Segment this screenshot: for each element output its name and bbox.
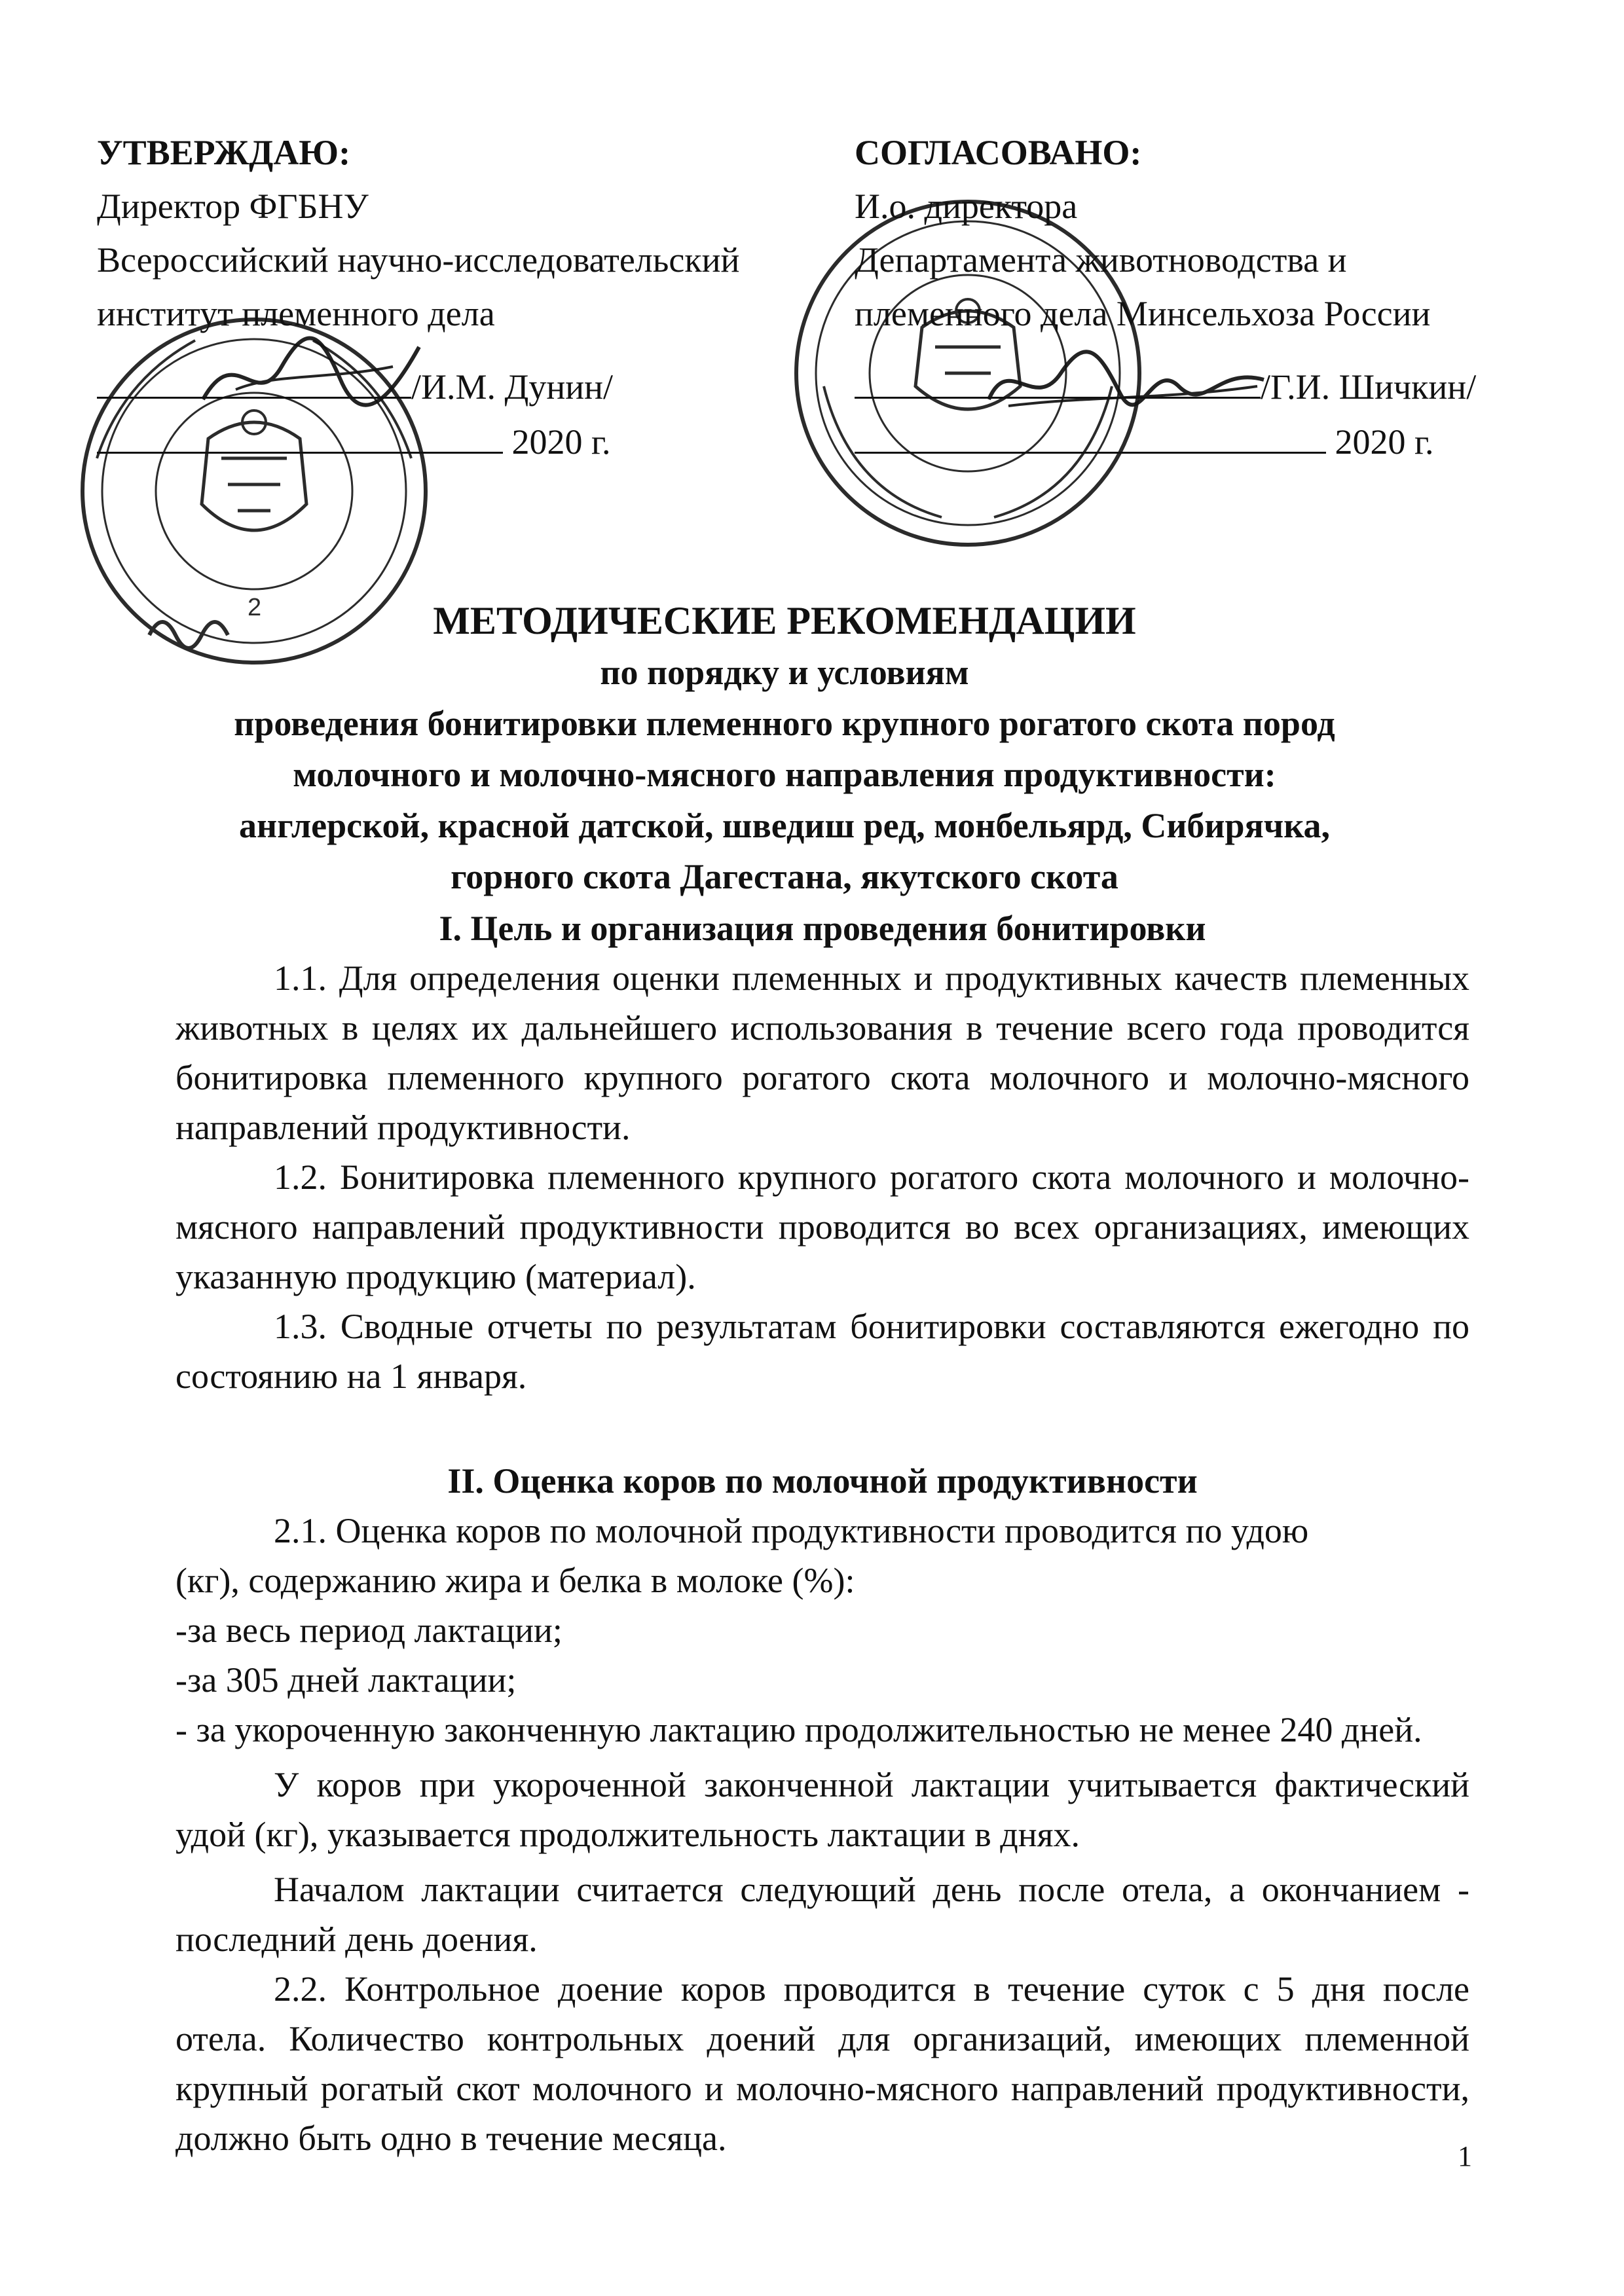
title-line5: англерской, красной датской, шведиш ред, монбельярд, Сибирячка, — [238, 806, 1331, 845]
approval-org-line1: Всероссийский научно-исследовательский — [97, 240, 740, 280]
approval-signature-name: /И.М. Дунин/ — [411, 367, 614, 407]
section2-heading: II. Оценка коров по молочной продуктивности — [447, 1461, 1198, 1501]
paragraph-lactation-start: Началом лактации считается следующий день после отела, а окончанием - последний день доения. — [175, 1870, 1469, 1959]
approval-org-line2: институт племенного дела — [97, 294, 495, 333]
document-title — [97, 594, 1472, 902]
left-seal-number: 2 — [248, 594, 262, 621]
paragraph-2-1b: (кг), содержанию жира и белка в молоке (%): — [175, 1561, 855, 1600]
agreement-org-line1: Департамента животноводства и — [855, 240, 1347, 280]
title-line3: проведения бонитировки племенного крупного рогатого скота пород — [234, 704, 1335, 743]
title-line4: молочного и молочно-мясного направления продуктивности: — [293, 755, 1276, 794]
agreement-date-row — [855, 422, 1434, 462]
agreement-block — [855, 126, 1509, 340]
approval-date-row — [97, 422, 611, 462]
list-item-1: -за весь период лактации; — [175, 1611, 563, 1650]
document-body — [175, 903, 1469, 2163]
agreement-signature-name: /Г.И. Шичкин/ — [1261, 367, 1477, 407]
section1-heading: I. Цель и организация проведения бонитировки — [439, 909, 1206, 948]
paragraph-2-1a: 2.1. Оценка коров по молочной продуктивности проводится по удою — [274, 1511, 1309, 1550]
agreement-org-line2: племенного дела Минсельхоза России — [855, 294, 1431, 333]
title-line2: по порядку и условиям — [600, 653, 969, 692]
list-item-2: -за 305 дней лактации; — [175, 1660, 517, 1700]
paragraph-1-1: 1.1. Для определения оценки племенных и продуктивных качеств племенных животных в целях их дальнейшего использования в течение всего года проводится бонитировка племенного крупного рогатого скота молочного и молочно-мясного направлений продуктивности. — [175, 958, 1469, 1147]
agreement-heading: СОГЛАСОВАНО: — [855, 133, 1142, 172]
title-main: МЕТОДИЧЕСКИЕ РЕКОМЕНДАЦИИ — [433, 599, 1136, 642]
approval-block — [97, 126, 817, 340]
paragraph-1-2: 1.2. Бонитировка племенного крупного рогатого скота молочного и молочно-мясного направлений продуктивности проводится во всех организациях, имеющих указанную продукцию (материал). — [175, 1157, 1469, 1296]
agreement-position: И.о. директора — [855, 187, 1078, 226]
approval-date: 2020 г. — [511, 422, 611, 462]
agreement-date: 2020 г. — [1335, 422, 1434, 462]
agreement-signature-row — [855, 367, 1476, 407]
approval-position: Директор ФГБНУ — [97, 187, 369, 226]
list-item-3: - за укороченную законченную лактацию продолжительностью не менее 240 дней. — [175, 1710, 1422, 1749]
paragraph-2-2: 2.2. Контрольное доение коров проводится в течение суток с 5 дня после отела. Количество контрольных доений для организаций, имеющих племенной крупный рогатый скот молочного и молочно-мясного направлений продуктивности, должно быть одно в течение месяца. — [175, 1969, 1469, 2158]
page-number: 1 — [1458, 2140, 1472, 2172]
approval-signature-row — [97, 367, 613, 407]
title-line6: горного скота Дагестана, якутского скота — [451, 857, 1118, 896]
paragraph-shortened-lactation: У коров при укороченной законченной лактации учитывается фактический удой (кг), указывается продолжительность лактации в днях. — [175, 1765, 1469, 1854]
approval-heading: УТВЕРЖДАЮ: — [97, 133, 351, 172]
paragraph-1-3: 1.3. Сводные отчеты по результатам бонитировки составляются ежегодно по состоянию на 1 января. — [175, 1307, 1469, 1396]
